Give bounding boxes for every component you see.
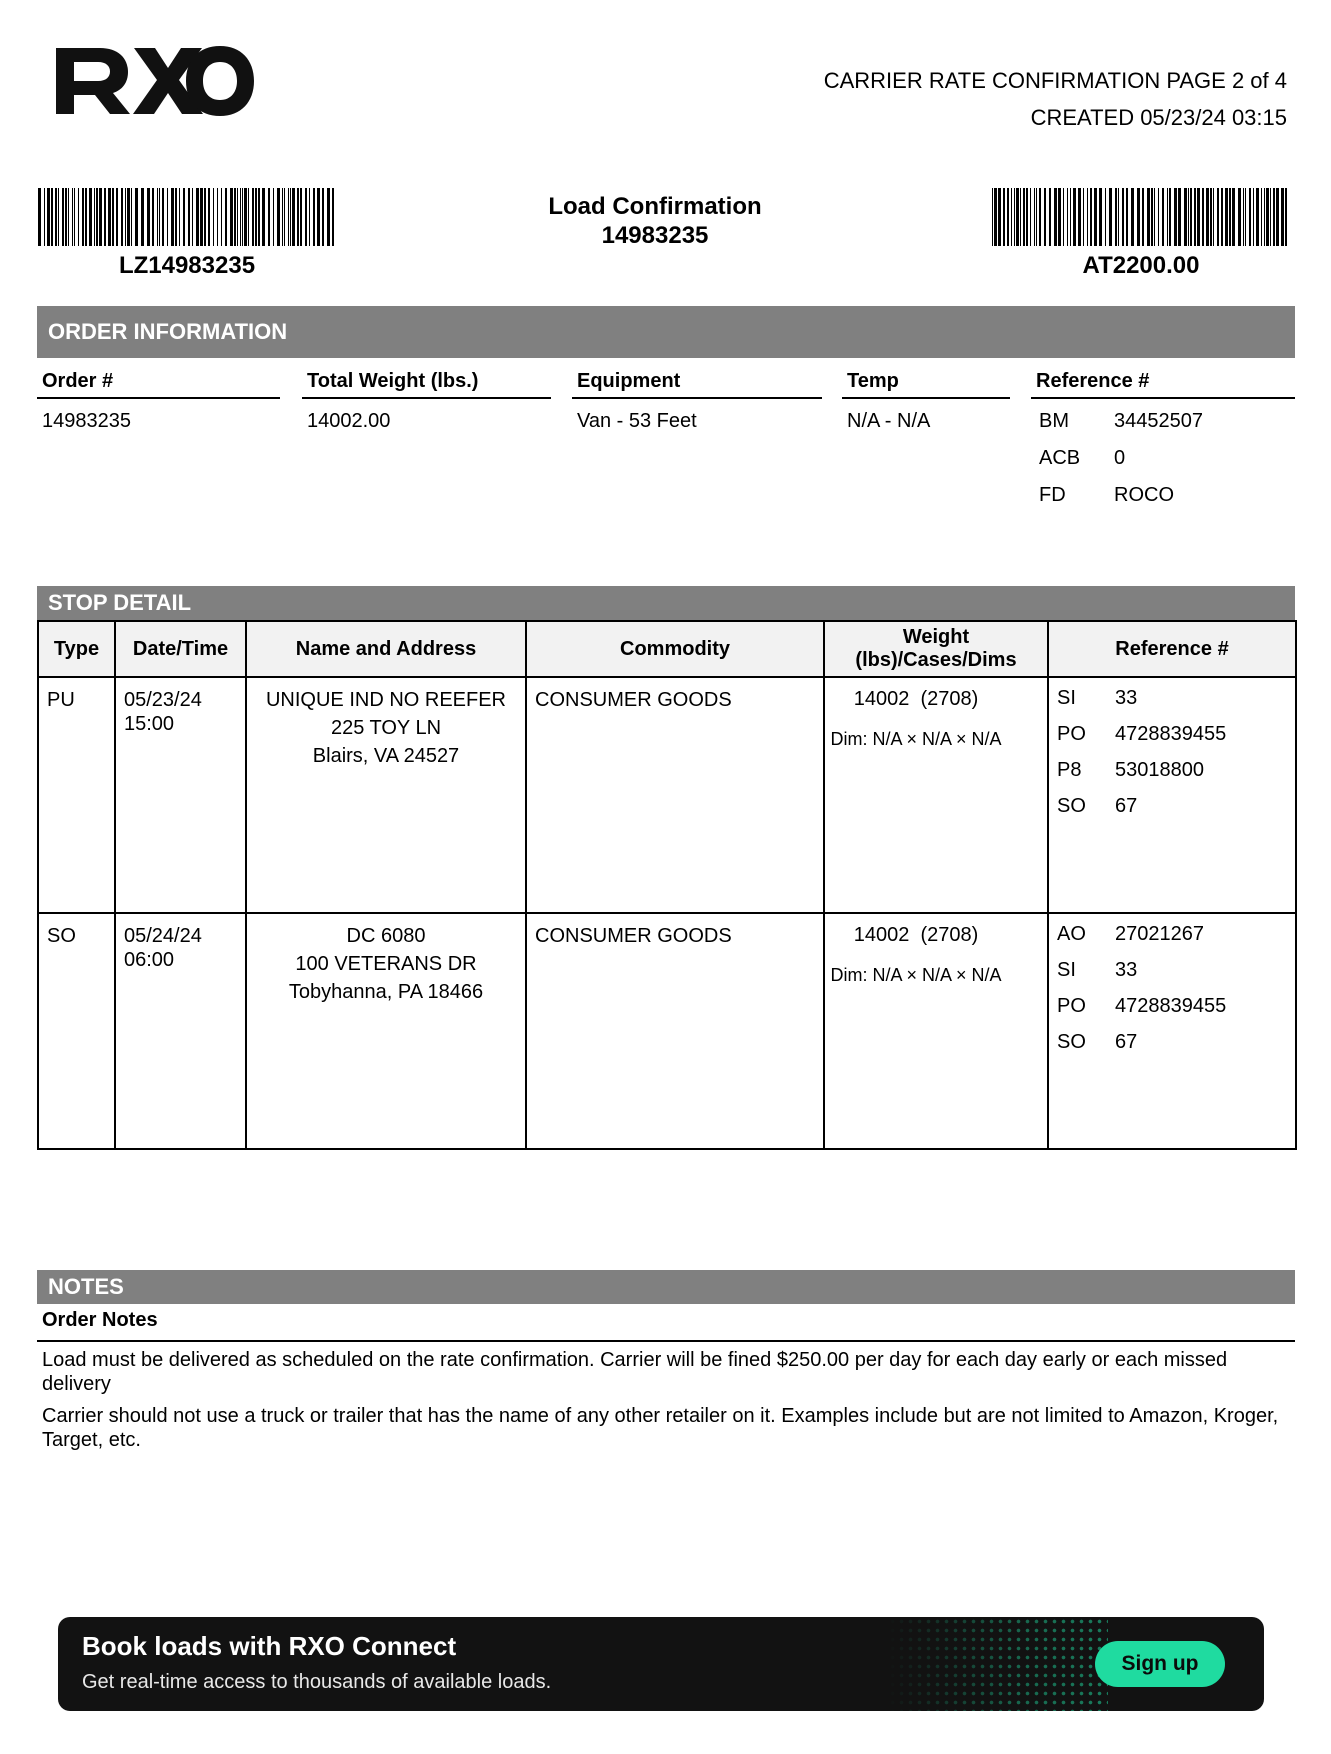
barcode-bar	[992, 188, 993, 246]
stop-datetime	[116, 914, 245, 972]
barcode-bar	[157, 188, 158, 246]
reference-column-header: Reference #	[1048, 621, 1296, 677]
reference-item	[1057, 1024, 1287, 1060]
stop-name: UNIQUE IND NO REEFER	[265, 689, 507, 711]
stop-reference-cell	[1048, 677, 1296, 913]
barcode-bar	[175, 188, 177, 246]
barcode-bar	[258, 188, 260, 246]
barcode-bar	[1003, 188, 1005, 246]
barcode-bar	[1131, 188, 1134, 246]
barcode-bar	[147, 188, 150, 246]
barcode-bar	[221, 188, 222, 246]
barcode-bar	[305, 188, 307, 246]
barcode-bar	[1253, 188, 1254, 246]
divider	[842, 397, 1010, 399]
barcode-bar	[290, 188, 291, 246]
barcode-bar	[1225, 188, 1228, 246]
barcode-bar	[1178, 188, 1181, 246]
barcode-bar	[47, 188, 50, 246]
reference-item	[1057, 788, 1287, 824]
barcode-bar	[255, 188, 257, 246]
barcode-bar	[1188, 188, 1189, 246]
barcode-bar	[104, 188, 106, 246]
barcode-bar	[99, 188, 102, 246]
barcode-bar	[292, 188, 295, 246]
barcode-bar	[1036, 188, 1037, 246]
barcode-bar	[1167, 188, 1168, 246]
stop-type-cell	[38, 913, 115, 1149]
barcode-bar	[1184, 188, 1187, 246]
weight-header-line2: (lbs)/Cases/Dims	[855, 649, 1017, 671]
barcode-bar	[1023, 188, 1025, 246]
table-row	[38, 677, 1296, 913]
barcode-bar	[121, 188, 123, 246]
stop-dims: Dim: N/A × N/A × N/A	[830, 965, 1002, 985]
barcode-bar	[1281, 188, 1284, 246]
barcode-bar	[89, 188, 92, 246]
reference-item	[1039, 447, 1279, 484]
barcode-bar	[58, 188, 59, 246]
barcode-bar	[1158, 188, 1159, 246]
barcode-bar	[125, 188, 126, 246]
barcode-bar	[1154, 188, 1155, 246]
barcode-bar	[1026, 188, 1028, 246]
stop-detail-table	[37, 620, 1297, 1150]
barcode-bar	[1238, 188, 1241, 246]
barcode-bar	[248, 188, 249, 246]
stop-weight-cell	[824, 677, 1048, 913]
reference-item	[1057, 752, 1287, 788]
barcode-bar	[1229, 188, 1231, 246]
barcode-bar	[1210, 188, 1212, 246]
notes-header: NOTES	[37, 1270, 1295, 1304]
barcode-bar	[230, 188, 233, 246]
barcode-bar	[82, 188, 84, 246]
barcode-bar	[1054, 188, 1057, 246]
order-note: Load must be delivered as scheduled on the rate confirmation. Carrier will be fined $250.00 per day for each day early or each missed delivery	[42, 1349, 1228, 1395]
barcode-bar	[309, 188, 310, 246]
barcode-bar	[38, 188, 41, 246]
stop-weight: 14002 (2708)	[853, 924, 979, 946]
stop-datetime-cell	[115, 677, 246, 913]
barcode-bar	[1115, 188, 1117, 246]
barcode-bar	[162, 188, 164, 246]
order-notes-title: Order Notes	[42, 1309, 158, 1331]
stop-address	[247, 914, 525, 1006]
barcode-bar	[1083, 188, 1084, 246]
barcode-bar	[252, 188, 254, 246]
stop-reference-list	[1049, 914, 1295, 1060]
barcode-bar	[1007, 188, 1009, 246]
order-information-header: ORDER INFORMATION	[37, 306, 1295, 358]
barcode-bar	[159, 188, 160, 246]
barcode-bar	[1273, 188, 1275, 246]
barcode-bar	[1213, 188, 1214, 246]
document-header	[824, 62, 1287, 136]
reference-item	[1057, 680, 1287, 716]
barcode-bar	[1221, 188, 1223, 246]
barcode-bar	[183, 188, 185, 246]
barcode-bar	[204, 188, 206, 246]
barcode-bar	[94, 188, 95, 246]
barcode-bar	[282, 188, 283, 246]
reference-item	[1057, 952, 1287, 988]
barcode-bar	[1073, 188, 1076, 246]
stop-address	[247, 678, 525, 770]
barcode-bar	[268, 188, 270, 246]
barcode-bar	[284, 188, 285, 246]
load-confirmation-number: 14983235	[601, 222, 709, 249]
barcode-bar	[131, 188, 132, 246]
barcode-bar	[1249, 188, 1251, 246]
stop-dims: Dim: N/A × N/A × N/A	[830, 729, 1002, 749]
barcode-bar	[1099, 188, 1102, 246]
barcode-bar	[317, 188, 320, 246]
stop-detail-header: STOP DETAIL	[37, 586, 1295, 620]
reference-code: SI	[1057, 686, 1076, 709]
barcode-bar	[1264, 188, 1265, 246]
barcode-bar	[51, 188, 53, 246]
stop-reference-list	[1049, 678, 1295, 824]
barcode-bar	[68, 188, 69, 246]
order-number-value: 14983235	[42, 410, 131, 432]
type-column-header: Type	[38, 621, 115, 677]
equipment-value: Van - 53 Feet	[577, 410, 697, 432]
barcode-bar	[78, 188, 79, 246]
name-address-column-header: Name and Address	[246, 621, 526, 677]
divider	[572, 397, 822, 399]
barcode-bar	[262, 188, 265, 246]
barcode-bar	[225, 188, 227, 246]
barcode-bar	[200, 188, 203, 246]
equipment-header: Equipment	[577, 370, 681, 392]
barcode-bar	[127, 188, 130, 246]
stop-date: 05/23/24	[124, 689, 202, 711]
divider	[302, 397, 551, 399]
barcode-bar	[1067, 188, 1068, 246]
barcode-bar	[44, 188, 45, 246]
reference-value: 0	[1114, 447, 1126, 469]
barcode-bar	[208, 188, 210, 246]
order-number-header: Order #	[42, 370, 114, 392]
dot-pattern-fade	[888, 1617, 1108, 1711]
barcode-bar	[1245, 188, 1246, 246]
barcode-bar	[1174, 188, 1177, 246]
divider	[1031, 397, 1295, 399]
reference-code: PO	[1057, 722, 1086, 745]
reference-value: 67	[1115, 794, 1138, 817]
datetime-column-header: Date/Time	[115, 621, 246, 677]
stop-name: DC 6080	[346, 925, 426, 947]
barcode-bar	[188, 188, 190, 246]
barcode-bar	[332, 188, 334, 246]
barcode-bar	[327, 188, 330, 246]
sign-up-button[interactable]: Sign up	[1095, 1641, 1225, 1687]
barcode-bar	[242, 188, 243, 246]
barcode-bar	[171, 188, 174, 246]
stop-commodity: CONSUMER GOODS	[535, 689, 732, 711]
reference-item	[1057, 988, 1287, 1024]
barcode-bar	[1109, 188, 1112, 246]
temp-header: Temp	[847, 370, 899, 392]
barcode-bar	[1011, 188, 1012, 246]
barcode-bar	[1078, 188, 1081, 246]
barcode-bar	[1169, 188, 1171, 246]
total-weight-value: 14002.00	[307, 410, 391, 432]
stop-reference-cell	[1048, 913, 1296, 1149]
stop-street: 100 VETERANS DR	[295, 953, 477, 975]
barcode-bar	[1270, 188, 1271, 246]
barcode-bar	[1020, 188, 1021, 246]
reference-value: 34452507	[1114, 410, 1203, 432]
barcode-bar	[1030, 188, 1031, 246]
order-reference-list	[1039, 410, 1279, 521]
stop-type-cell	[38, 677, 115, 913]
barcode-bar	[1190, 188, 1192, 246]
document-title: CARRIER RATE CONFIRMATION PAGE 2 of 4	[823, 68, 1287, 93]
barcode-bar	[1147, 188, 1150, 246]
barcode-bar	[141, 188, 144, 246]
barcode-bar	[240, 188, 241, 246]
barcode-bar	[1044, 188, 1046, 246]
barcode-bar	[1285, 188, 1287, 246]
stop-datetime-cell	[115, 913, 246, 1149]
barcode-bar	[1034, 188, 1035, 246]
load-confirmation-heading	[480, 192, 830, 250]
stop-type: PU	[47, 689, 75, 711]
barcode-bar	[1016, 188, 1019, 246]
barcode-bar	[135, 188, 138, 246]
barcode-bar	[213, 188, 214, 246]
barcode-bar	[273, 188, 274, 246]
stop-datetime	[116, 678, 245, 736]
barcode-bar	[1094, 188, 1097, 246]
stop-type: SO	[47, 925, 76, 947]
barcode-bar	[1194, 188, 1196, 246]
stop-city: Tobyhanna, PA 18466	[288, 981, 484, 1003]
barcode-left-label: LZ14983235	[118, 252, 256, 279]
barcode-left	[38, 188, 336, 246]
banner-title: Book loads with RXO Connect	[82, 1631, 457, 1661]
reference-item	[1039, 410, 1279, 447]
reference-value: 33	[1115, 958, 1138, 981]
weight-column-header	[824, 621, 1048, 677]
reference-item	[1057, 716, 1287, 752]
barcode-bar	[192, 188, 193, 246]
barcode-bar	[1122, 188, 1124, 246]
reference-value: 33	[1115, 686, 1138, 709]
reference-code: AO	[1057, 922, 1086, 945]
barcode-bar	[1039, 188, 1041, 246]
reference-header: Reference #	[1036, 370, 1150, 392]
reference-value: 67	[1115, 1030, 1138, 1053]
barcode-bar	[237, 188, 238, 246]
barcode-bar	[62, 188, 64, 246]
barcode-bar	[288, 188, 289, 246]
barcode-bar	[74, 188, 75, 246]
banner-subtitle: Get real-time access to thousands of available loads.	[82, 1671, 552, 1693]
barcode-bar	[1118, 188, 1119, 246]
stop-weight-cell	[824, 913, 1048, 1149]
divider	[37, 397, 280, 399]
barcode-bar	[217, 188, 218, 246]
barcode-bar	[152, 188, 154, 246]
reference-code: SO	[1057, 1030, 1086, 1053]
barcode-bar	[1217, 188, 1219, 246]
rxo-connect-banner	[58, 1617, 1264, 1711]
barcode-bar	[1276, 188, 1279, 246]
barcode-bar	[1126, 188, 1128, 246]
barcode-bar	[196, 188, 199, 246]
barcode-bar	[55, 188, 57, 246]
barcode-bar	[1232, 188, 1235, 246]
stop-time: 15:00	[124, 713, 175, 735]
reference-item	[1057, 916, 1287, 952]
reference-item	[1039, 484, 1279, 521]
reference-code: BM	[1039, 410, 1069, 432]
barcode-bar	[1049, 188, 1051, 246]
barcode-bar	[1087, 188, 1088, 246]
reference-value: 4728839455	[1115, 722, 1227, 745]
barcode-bar	[313, 188, 315, 246]
reference-code: SI	[1057, 958, 1076, 981]
stop-street: 225 TOY LN	[330, 717, 442, 739]
barcode-bar	[1266, 188, 1269, 246]
reference-value: 53018800	[1115, 758, 1204, 781]
reference-code: SO	[1057, 794, 1086, 817]
barcode-bar	[1197, 188, 1200, 246]
stop-time: 06:00	[124, 949, 175, 971]
barcode-bar	[1243, 188, 1244, 246]
barcode-bar	[1014, 188, 1015, 246]
stop-address-cell	[246, 677, 526, 913]
barcode-bar	[167, 188, 168, 246]
barcode-bar	[179, 188, 180, 246]
barcode-bar	[96, 188, 98, 246]
barcode-bar	[1058, 188, 1061, 246]
barcode-bar	[234, 188, 236, 246]
barcode-bar	[1105, 188, 1106, 246]
barcode-bar	[85, 188, 87, 246]
barcode-bar	[322, 188, 324, 246]
stop-commodity: CONSUMER GOODS	[535, 925, 732, 947]
barcode-bar	[297, 188, 299, 246]
barcode-bar	[1206, 188, 1209, 246]
table-row	[38, 913, 1296, 1149]
stop-city: Blairs, VA 24527	[312, 745, 460, 767]
order-note: Carrier should not use a truck or trailer that has the name of any other retailer on it. Examples include but are not limited to Amazon, Kroger, Target, etc.	[42, 1405, 1279, 1451]
stop-address-cell	[246, 913, 526, 1149]
stop-date: 05/24/24	[124, 925, 202, 947]
total-weight-header: Total Weight (lbs.)	[307, 370, 479, 392]
barcode-bar	[112, 188, 114, 246]
barcode-bar	[65, 188, 67, 246]
barcode-bar	[1070, 188, 1071, 246]
reference-code: ACB	[1039, 447, 1081, 469]
reference-code: FD	[1039, 484, 1066, 506]
table-header-row	[38, 621, 1296, 677]
barcode-bar	[1162, 188, 1164, 246]
reference-value: 4728839455	[1115, 994, 1227, 1017]
barcode-bar	[244, 188, 247, 246]
stop-weight: 14002 (2708)	[853, 688, 979, 710]
reference-code: P8	[1057, 758, 1082, 781]
stop-commodity-cell	[526, 677, 824, 913]
barcode-bar	[1202, 188, 1204, 246]
barcode-bar	[998, 188, 1001, 246]
load-confirmation-title: Load Confirmation	[548, 193, 762, 220]
barcode-bar	[1090, 188, 1092, 246]
barcode-bar	[116, 188, 118, 246]
temp-value: N/A - N/A	[847, 410, 931, 432]
reference-code: PO	[1057, 994, 1086, 1017]
reference-value: 27021267	[1115, 922, 1204, 945]
stop-commodity-cell	[526, 913, 824, 1149]
barcode-bar	[72, 188, 73, 246]
barcode-bar	[1142, 188, 1144, 246]
barcode-right-label: AT2200.00	[1082, 252, 1200, 279]
barcode-bar	[1261, 188, 1262, 246]
barcode-bar	[1151, 188, 1153, 246]
barcode-bar	[277, 188, 280, 246]
weight-header-line1: Weight	[902, 626, 970, 648]
reference-value: ROCO	[1114, 484, 1174, 506]
barcode-bar	[300, 188, 302, 246]
barcode-bar	[1256, 188, 1259, 246]
barcode-bar	[108, 188, 111, 246]
divider	[37, 1340, 1295, 1342]
rxo-logo	[56, 40, 256, 118]
barcode-bar	[1063, 188, 1064, 246]
barcode-bar	[994, 188, 997, 246]
barcode-right	[992, 188, 1290, 246]
created-timestamp: CREATED 05/23/24 03:15	[1030, 105, 1287, 130]
barcode-bar	[1137, 188, 1140, 246]
commodity-column-header: Commodity	[526, 621, 824, 677]
